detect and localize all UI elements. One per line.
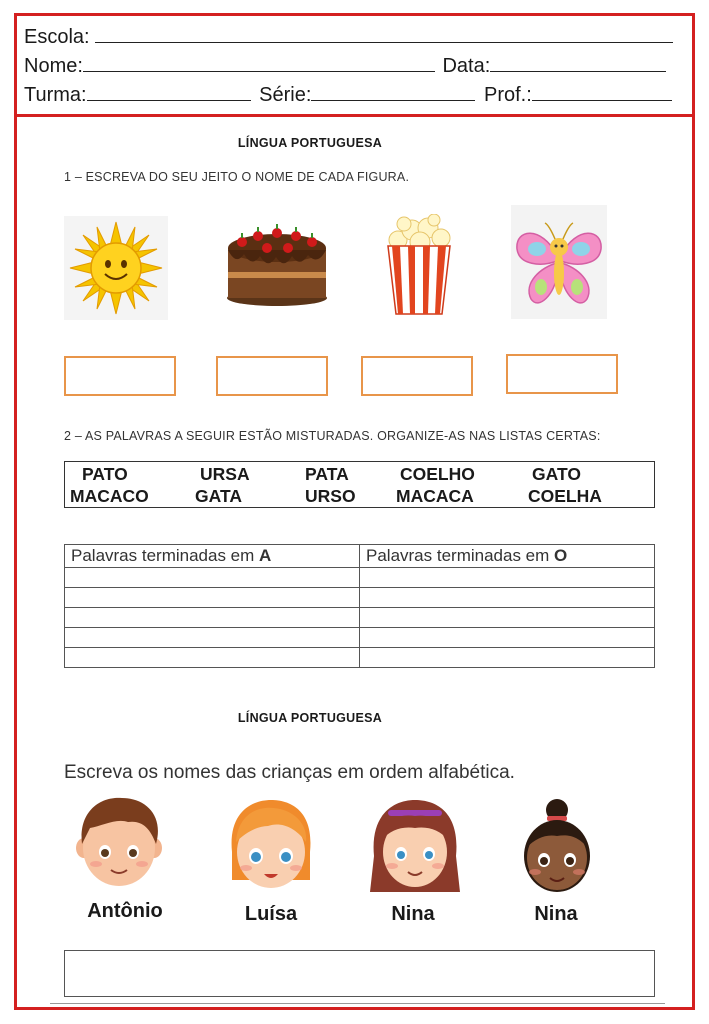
word: MACACO [70, 486, 149, 506]
word: URSA [200, 464, 250, 484]
header-ending-a: Palavras terminadas em A [65, 545, 360, 568]
cell-a[interactable] [65, 628, 360, 648]
class-row [24, 82, 672, 107]
word: GATO [532, 464, 581, 484]
word: PATO [82, 464, 128, 484]
word: COELHO [400, 464, 475, 484]
header-ending-o: Palavras terminadas em O [360, 545, 655, 568]
date-label: Data: [442, 55, 491, 77]
section3-title: LÍNGUA PORTUGUESA [237, 711, 383, 725]
sun-icon [64, 216, 168, 320]
cell-o[interactable] [360, 628, 655, 648]
table-row [65, 628, 655, 648]
word: GATA [195, 486, 242, 506]
girl-face-icon [512, 796, 602, 896]
table-row [65, 648, 655, 668]
class-label: Turma: [24, 84, 87, 106]
instruction-alphabetical: Escreva os nomes das crianças em ordem alfabética. [64, 762, 515, 783]
popcorn-icon [384, 214, 454, 320]
cell-a[interactable] [65, 568, 360, 588]
answer-box-2[interactable] [216, 356, 328, 396]
cell-o[interactable] [360, 608, 655, 628]
word: COELHA [528, 486, 602, 506]
answer-box-1[interactable] [64, 356, 176, 396]
word-lists-table [64, 544, 655, 668]
name-label: Nome: [24, 55, 83, 77]
answer-box-4[interactable] [506, 354, 618, 394]
mixed-words-box [64, 461, 655, 508]
answer-box-3[interactable] [361, 356, 473, 396]
girl-face-icon [368, 796, 462, 896]
date-field[interactable] [490, 53, 666, 72]
school-row [24, 24, 673, 49]
name-field[interactable] [83, 53, 435, 72]
word: MACACA [396, 486, 474, 506]
question-1: 1 – ESCREVA DO SEU JEITO O NOME DE CADA FIGURA. [64, 170, 410, 184]
cell-o[interactable] [360, 588, 655, 608]
cell-o[interactable] [360, 648, 655, 668]
table-row [65, 608, 655, 628]
table-row [65, 588, 655, 608]
butterfly-icon [511, 205, 607, 319]
child-name-4: Nina [534, 903, 578, 925]
cell-a[interactable] [65, 648, 360, 668]
section1-title: LÍNGUA PORTUGUESA [237, 136, 383, 150]
cell-o[interactable] [360, 568, 655, 588]
cell-a[interactable] [65, 588, 360, 608]
word: URSO [305, 486, 356, 506]
word: PATA [305, 464, 349, 484]
alphabetical-answer-box[interactable] [64, 950, 655, 997]
grade-field[interactable] [311, 82, 475, 101]
boy-face-icon [72, 794, 166, 890]
teacher-label: Prof.: [483, 84, 532, 106]
child-name-2: Luísa [244, 903, 298, 925]
child-name-3: Nina [391, 903, 435, 925]
school-label: Escola: [24, 26, 90, 48]
child-name-1: Antônio [87, 900, 163, 922]
class-field[interactable] [87, 82, 251, 101]
table-header-row [65, 545, 655, 568]
teacher-field[interactable] [532, 82, 672, 101]
cell-a[interactable] [65, 608, 360, 628]
table-row [65, 568, 655, 588]
bottom-divider [50, 1003, 665, 1004]
school-field[interactable] [95, 24, 673, 43]
cake-icon [222, 220, 332, 308]
grade-label: Série: [259, 84, 312, 106]
question-2: 2 – AS PALAVRAS A SEGUIR ESTÃO MISTURADAS. ORGANIZE-AS NAS LISTAS CERTAS: [64, 429, 601, 443]
girl-face-icon [224, 796, 318, 892]
name-date-row [24, 53, 666, 78]
